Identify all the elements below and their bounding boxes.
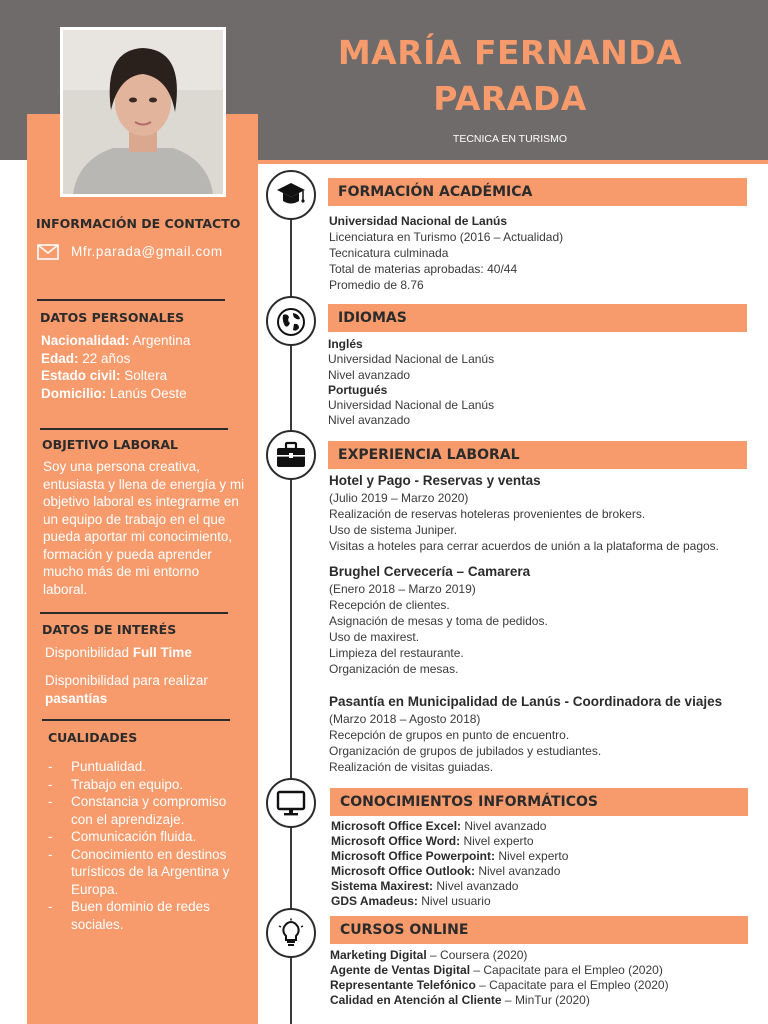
computer-content (331, 819, 761, 909)
job-line: Organización de mesas. (329, 662, 459, 676)
job-line: Uso de sistema Juniper. (329, 523, 458, 537)
job-line: Recepción de grupos en punto de encuentro. (329, 728, 570, 742)
globe-icon (266, 296, 316, 346)
objective-heading: OBJETIVO LABORAL (42, 437, 179, 452)
institution: Universidad Nacional de Lanús (329, 214, 508, 228)
skill-row: Microsoft Office Word: Nivel experto (331, 834, 534, 848)
personal-row: Estado civil: Soltera (41, 368, 168, 383)
contact-heading: INFORMACIÓN DE CONTACTO (36, 216, 241, 231)
header-rule (258, 160, 768, 164)
envelope-icon (37, 244, 59, 260)
personal-data (41, 332, 241, 402)
languages-content (328, 337, 758, 429)
course-row: Calidad en Atención al Cliente – MinTur (2020) (330, 993, 590, 1007)
list-item: - Trabajo en equipo. (48, 776, 238, 794)
language-place: Universidad Nacional de Lanús (328, 352, 495, 367)
qualities-list (48, 758, 238, 933)
email-link[interactable]: Mfr.parada@gmail.com (71, 244, 223, 259)
monitor-icon (266, 778, 316, 828)
full-name (300, 30, 720, 122)
job-line: Limpieza del restaurante. (329, 646, 464, 660)
divider (40, 612, 228, 614)
job-title: Hotel y Pago - Reservas y ventas (329, 473, 541, 488)
language-place: Universidad Nacional de Lanús (328, 398, 495, 413)
personal-heading: DATOS PERSONALES (40, 310, 185, 325)
languages-heading: IDIOMAS (328, 304, 747, 332)
job-dates: (Enero 2018 – Marzo 2019) (329, 582, 476, 596)
language-level: Nivel avanzado (328, 367, 411, 382)
job-line: Realización de reservas hoteleras provenientes de brokers. (329, 507, 646, 521)
job-line: Asignación de mesas y toma de pedidos. (329, 614, 548, 628)
language-name: Inglés (328, 337, 363, 351)
profile-photo (60, 27, 226, 197)
name-line-2: PARADA (433, 79, 587, 118)
personal-row: Nacionalidad: Argentina (41, 333, 191, 348)
personal-row: Edad: 22 años (41, 350, 131, 366)
list-item: - Constancia y compromiso con el aprendizaje. (48, 793, 238, 828)
education-line: Total de materias aprobadas: 40/44 (329, 262, 518, 276)
skill-row: Sistema Maxirest: Nivel avanzado (331, 879, 519, 893)
course-row: Agente de Ventas Digital – Capacitate para el Empleo (2020) (330, 963, 663, 977)
skill-row: Microsoft Office Powerpoint: Nivel experto (331, 849, 569, 863)
interest-internships: Disponibilidad para realizar pasantías (45, 673, 208, 706)
job-dates: (Marzo 2018 – Agosto 2018) (329, 712, 481, 726)
education-line: Promedio de 8.76 (329, 278, 424, 292)
briefcase-icon (266, 430, 316, 480)
skill-row: Microsoft Office Outlook: Nivel avanzado (331, 864, 561, 878)
language-name: Portugués (328, 382, 388, 397)
job-entry (329, 472, 759, 554)
job-title: Brughel Cervecería – Camarera (329, 564, 531, 579)
job-line: Organización de grupos de jubilados y estudiantes. (329, 744, 602, 758)
education-content (329, 213, 759, 293)
job-line: Visitas a hoteles para cerrar acuerdos de unión a la plataforma de pagos. (329, 539, 720, 553)
job-line: Uso de maxirest. (329, 630, 420, 644)
courses-heading: CURSOS ONLINE (330, 916, 748, 944)
skill-row: GDS Amadeus: Nivel usuario (331, 894, 491, 908)
objective-text: Soy una persona creativa, entusiasta y llena de energía y mi objetivo laboral es integrarme en un equipo de trabajo en el que pueda aportar mi conocimiento, formación y pueda aprender mucho más de mi entorno laboral. (43, 459, 245, 597)
course-row: Marketing Digital – Coursera (2020) (330, 948, 528, 962)
list-item: - Comunicación fluida. (48, 828, 238, 846)
course-row: Representante Telefónico – Capacitate para el Empleo (2020) (330, 978, 669, 992)
language-level: Nivel avanzado (328, 413, 411, 428)
name-line-1: MARÍA FERNANDA (337, 33, 683, 72)
job-entry (329, 693, 759, 775)
personal-row: Domicilio: Lanús Oeste (41, 385, 187, 401)
list-item: - Puntualidad. (48, 758, 238, 776)
job-line: Recepción de clientes. (329, 598, 450, 612)
job-entry (329, 563, 759, 677)
lightbulb-icon (266, 908, 316, 958)
professional-title: TECNICA EN TURISMO (452, 133, 568, 145)
education-line: Licenciatura en Turismo (2016 – Actualidad) (329, 230, 564, 244)
job-dates: (Julio 2019 – Marzo 2020) (329, 491, 469, 505)
qualities-heading: CUALIDADES (48, 730, 138, 745)
divider (37, 299, 225, 301)
interest-heading: DATOS DE INTERÉS (42, 622, 177, 637)
education-line: Tecnicatura culminada (329, 246, 449, 260)
job-title: Pasantía en Municipalidad de Lanús - Coordinadora de viajes (329, 694, 723, 709)
interest-full-time: Disponibilidad Full Time (45, 645, 192, 660)
education-heading: FORMACIÓN ACADÉMICA (328, 178, 747, 206)
courses-content (330, 948, 760, 1008)
graduation-cap-icon (266, 170, 316, 220)
divider (40, 428, 228, 430)
experience-heading: EXPERIENCIA LABORAL (328, 441, 747, 469)
job-line: Realización de visitas guiadas. (329, 760, 494, 774)
computer-heading: CONOCIMIENTOS INFORMÁTICOS (330, 788, 748, 816)
divider (42, 719, 230, 721)
skill-row: Microsoft Office Excel: Nivel avanzado (331, 819, 547, 833)
list-item: - Conocimiento en destinos turísticos de la Argentina y Europa. (48, 846, 238, 899)
list-item: - Buen dominio de redes sociales. (48, 898, 238, 933)
